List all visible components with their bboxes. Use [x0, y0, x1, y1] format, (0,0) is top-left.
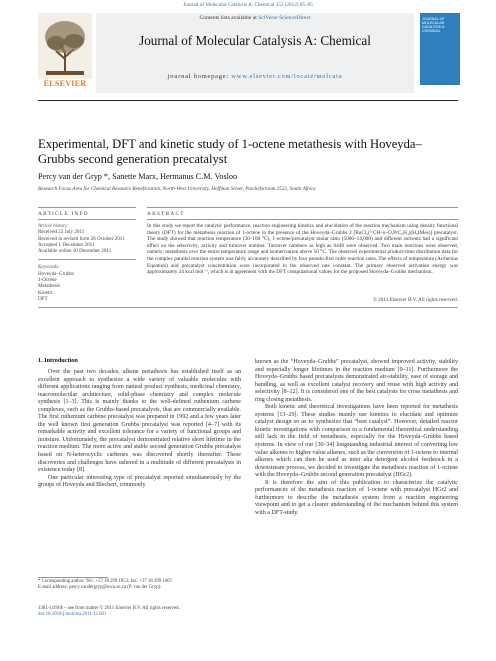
article-affiliation: Research Focus Area for Chemical Resource Beneficiation, North-West University, Hoffman Street, Potchefstroom 2522, South Africa: [38, 186, 316, 192]
keyword: DFT: [38, 295, 48, 302]
journal-cover-image: [420, 13, 460, 85]
journal-reference: Journal of Molecular Catalysis A: Chemical 355 (2012) 85–95: [183, 2, 313, 8]
header-rule: [38, 100, 458, 101]
keyword: 1-Octene: [38, 277, 57, 284]
journal-homepage: [96, 73, 414, 80]
publisher-name: ELSEVIER: [43, 79, 87, 88]
doi-link[interactable]: doi:10.1016/j.molcata.2011.12.001: [38, 612, 107, 617]
abstract-top-rule: [147, 207, 458, 208]
cover-text: JOURNAL OF MOLECULAR CATALYSIS A: CHEMICAL: [422, 17, 446, 33]
abstract-heading-rule: [147, 219, 458, 220]
corresponding-author: * Corresponding author. Tel.: +27 18 299 1953; fax: +27 18 299 1667.: [38, 579, 174, 584]
history-label: Article history:: [38, 223, 69, 229]
paragraph: Over the past two decades, alkene metathesis has established itself as an excellent approach to synthesize a wide variety of valuable molecules with different applications ranging from natural product synthesis, medicinal chemistry, macromolecular architecture, solid-phase chemistry and complex molecule synthesis [1–3]. This is mainly thanks to the well-defined ruthenium carbene complexes, such as the Grubbs-based precatalysts, that are commercially available. The first ruthenium carbene precatalyst was prepared in 1992 and a few years later the well known first generation Grubbs precatalyst was reported [4–7] with its remarkable activity and excellent tolerance for a variety of functional groups and moisture. Unfortunately, the precatalyst demonstrated relative short lifetime in the reaction medium. The more active and stable second generation Grubbs precatalyst based on N-heterocyclic carbenes was discovered shortly thereafter. These discoveries and challenges have ushered in a multitude of different precatalysts in existence today [8].: [38, 369, 241, 474]
history-item: Available online 10 December 2011: [38, 248, 112, 255]
keywords-rule: [38, 259, 136, 261]
info-heading-rule: [38, 219, 136, 220]
header-banner: [96, 13, 414, 93]
abstract-heading: ABSTRACT: [147, 211, 185, 217]
left-column: [38, 369, 241, 490]
abstract-copyright: © 2011 Elsevier B.V. All rights reserved.: [372, 297, 458, 303]
article-authors: Percy van der Gryp *, Sanette Marx, Hermanus C.M. Vosloo: [38, 172, 238, 181]
paragraph: One particular interesting type of precatalyst reported simultaneously by the groups of Hoveyda and Blechert, commonly: [38, 474, 241, 489]
keywords-label: Keywords:: [38, 264, 60, 271]
paragraph: Both kinetic and theoretical investigations have been reported for metathesis systems [13–29]. These studies mainly use kinetics to elucidate and optimize catalyst design so as to synthesize that “best catalyst”. However, detailed reactor kinetic investigations with comparison to a fundamental theoretical understanding still lack in the field of metathesis, especially for the Hoveyda–Grubbs based systems. In view of our [30–34] longstanding industrial interest of converting low value alkenes to higher value alkenes, such as the conversion of 1-octene to internal alkenes which can then be used as inter alia detergent alcohol feedstock in a downstream process, we decided to investigate the metathesis reaction of 1-octene with the Hoveyda–Grubbs second generation precatalyst (HGr2).: [255, 404, 458, 479]
contents-prefix: Contents lists available at: [199, 15, 259, 21]
right-column: [255, 359, 458, 517]
history-item: Received in revised form 28 October 2011: [38, 235, 125, 242]
email-address[interactable]: E-mail address: percy.vandergryp@nwu.ac.za (P. van der Gryp).: [38, 585, 162, 590]
keyword: Kinetic: [38, 289, 53, 296]
article-info: [38, 223, 136, 302]
info-top-rule: [38, 207, 136, 208]
homepage-link[interactable]: www.elsevier.com/locate/molcata: [231, 73, 343, 80]
section-heading-introduction: 1. Introduction: [38, 357, 78, 364]
article-title: Experimental, DFT and kinetic study of 1-octene metathesis with Hoveyda–Grubbs second generation precatalyst: [38, 137, 422, 166]
issn-block: [38, 606, 241, 618]
homepage-prefix: journal homepage:: [167, 73, 232, 80]
footnote: [38, 579, 241, 591]
keyword: Hoveyda–Grubbs: [38, 270, 74, 277]
history-item: Accepted 1 December 2011: [38, 241, 95, 248]
abstract-bottom-rule: [38, 307, 458, 308]
contents-line: [96, 15, 414, 21]
journal-title: Journal of Molecular Catalysis A: Chemical: [139, 33, 371, 48]
sciencedirect-link[interactable]: SciVerse ScienceDirect: [258, 15, 311, 21]
history-item: Received 22 July 2011: [38, 229, 85, 236]
footnote-rule: [38, 577, 108, 578]
paragraph: known as the “Hoveyda–Grubbs” precatalyst, showed improved activity, stability and especially longer lifetimes in the reaction medium [9–11]. Furthermore the Hoveyda–Grubbs based precatalysts demonstrated air-stability, ease of storage and handling, as well as excellent catalyst recovery and reuse with high activity and selectivity [8–12]. It is considered one of the best catalysts for cross metathesis and ring closing metathesis.: [255, 359, 458, 403]
keyword: Metathesis: [38, 283, 61, 290]
issn-line: 1381-1169/$ – see front matter © 2011 Elsevier B.V. All rights reserved.: [38, 606, 180, 611]
journal-header: [38, 13, 458, 97]
article-info-heading: ARTICLE INFO: [38, 211, 89, 217]
abstract-text: In this study we report the catalytic performance, reaction engineering kinetics and elucidation of the reaction mechanism using density functional theory (DFT) for the metathesis reaction of 1-octene in the presence of the Hoveyda–Grubbs 2 [RuCl₂(=CH–o–O,PrC₆H₄)(H₂IMes)] precatalyst. The study showed that reaction temperature (30–100 °C), 1-octene/precatalyst molar ratio (5000–14,000) and different solvents had a significant effect on the selectivity, activity and turnover number. Turnover numbers as high as 6448 were observed. Two main reactions were observed, namely: metathesis over the entire temperature range and isomerization above 50 °C. The observed experimental product-time distribution data for the complex parallel reaction system was fairly accurately described by four pseudo-first order reaction rates. The effects of temperature (Arrhenius Equation) and precatalyst concentration were incorporated in the observed rate constant. The primary observed activation energy was approximately 24 kcal mol⁻¹, which is in agreement with the DFT computational values for the proposed Hoveyda–Grubbs mechanism.: [147, 223, 458, 276]
elsevier-tree-logo-icon: [38, 13, 92, 83]
paragraph: It is therefore the aim of this publication to characterize the catalytic performances of the metathesis reaction of 1-octene with precatalyst HGr2 and furthermore to describe the metathesis system from a reaction engineering viewpoint and to get a clearer understanding of the mechanism behind this system with a DFT-study.: [255, 479, 458, 516]
